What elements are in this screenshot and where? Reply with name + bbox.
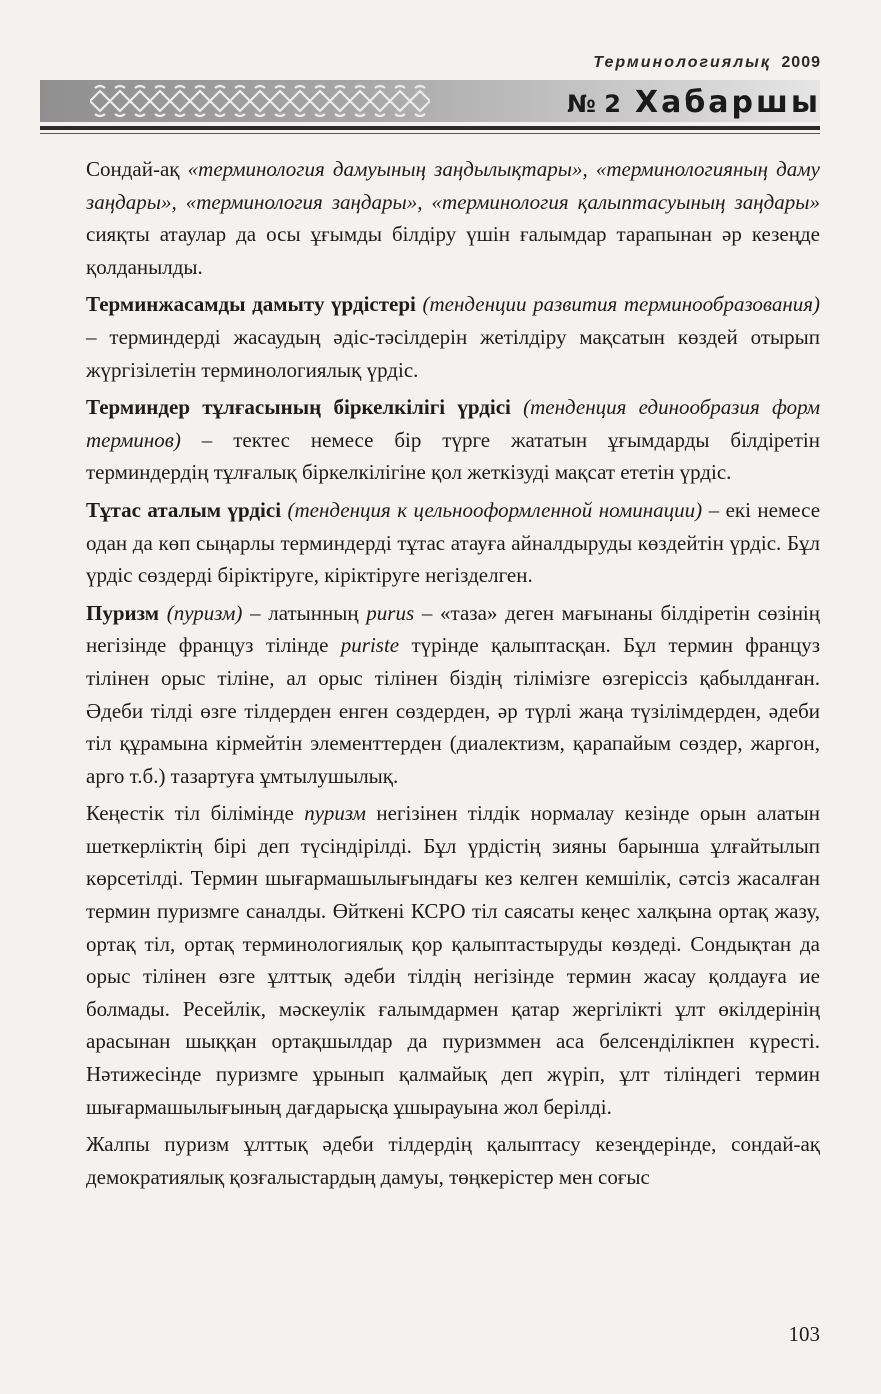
journal-title-text: Хабаршы <box>634 85 821 120</box>
page-number: 103 <box>788 1322 820 1346</box>
text-run: Жалпы пуризм ұлттық әдеби тілдердің қалыптасу кезеңдерінде, сондай-ақ демократиялық қозғалыстардың дамуы, төңкерістер мен соғыс <box>86 1132 820 1189</box>
paragraph-2 <box>86 288 820 386</box>
page-body <box>86 153 820 1193</box>
paragraph-7 <box>86 1128 820 1193</box>
text-run: – терминдерді жасаудың әдіс-тәсілдерін жетілдіру мақсатын көздей отырып жүргізілетін терминологиялық үрдіс. <box>86 324 820 382</box>
text-run: – латынның <box>242 600 367 625</box>
text-run: сияқты атаулар да осы ұғымды білдіру үшін ғалымдар тарапынан әр кезеңде қолданылды. <box>86 222 820 279</box>
text-run: – тектес немесе бір түрге жататын ұғымдарды білдіретін терминдердің тұлғалық біркелкілігіне қол жеткізуді мақсат ететін үрдіс. <box>86 427 820 485</box>
term-heading: Тұтас аталым үрдісі <box>86 497 282 522</box>
text-run: Кеңестік тіл білімінде <box>86 801 305 826</box>
issue-number: № 2 <box>567 90 621 118</box>
journal-year: 2009 <box>781 54 821 71</box>
header-rule-thin <box>40 133 820 134</box>
italic-run: (тенденция к цельнооформленной номинации) <box>281 497 703 522</box>
italic-run: «терминология дамуының заңдылықтары», «терминологияның даму заңдары», «терминология заңдары», «терминология қалыптасуының заңдары» <box>86 157 820 214</box>
text-run: – «таза» деген мағынаны білдіретін сөзінің негізінде француз тілінде <box>86 600 820 658</box>
paragraph-3 <box>86 391 820 489</box>
italic-run: puriste <box>340 633 400 658</box>
text-run: негізінен тілдік нормалау кезінде орын алатын шеткерліктің бірі деп түсіндірілді. Бұл үрдістің зияны барынша ұлғайтылып көрсетілді. Термин шығармашылығындағы кез келген кемшілік, сәтсіз жасалған термин пуризмге саналды. Өйткені КСРО тіл саясаты кеңес халқына ортақ жазу, ортақ тіл, ортақ терминологиялық қор қалыптастыруды көздеді. Сондықтан да орыс тілінен өзге ұлттық әдеби тілдің негізінде термин жасау қолдауға ие болмады. Ресейлік, мәскеулік ғалымдармен қатар жергілікті ұлт өкілдерінің арасынан шыққан ортақшылдар да пуризммен аса белсенділікпен күресті. Нәтижесінде пуризмге ұрынып қалмайық деп жүріп, ұлт тіліндегі термин шығармашылығының дағдарысқа ұшырауына жол берілді. <box>86 801 820 1119</box>
italic-run: пуризм <box>304 801 366 826</box>
journal-title <box>567 80 821 122</box>
journal-series <box>0 54 881 72</box>
paragraph-1 <box>86 153 820 283</box>
italic-run: (тенденции развития терминообразования) <box>415 292 821 317</box>
term-heading: Терминжасамды дамыту үрдістері <box>86 292 416 317</box>
term-heading: Пуризм <box>86 600 160 625</box>
journal-name: Терминологиялық <box>593 54 771 71</box>
paragraph-5 <box>86 597 820 793</box>
text-run: түрінде қалыптасқан. Бұл термин француз тілінен орыс тіліне, ал орыс тілінен біздің тілімізге өзгеріссіз қабылданған. Әдеби тілді өзге тілдерден енген сөздерден, әр түрлі жаңа түзілімдерден, әдеби тіл құрамына кірмейтін элементтерден (диалектизм, қарапайым сөздер, жаргон, арго т.б.) тазартуға ұмтылушылық. <box>86 633 821 788</box>
text-run: Сондай-ақ <box>86 157 188 181</box>
header-rule-thick <box>40 126 820 130</box>
ornament-icon <box>90 84 430 118</box>
italic-run: (пуризм) <box>159 600 243 625</box>
paragraph-6 <box>86 797 820 1123</box>
italic-run: purus <box>366 600 415 625</box>
paragraph-4 <box>86 494 820 592</box>
term-heading: Терминдер тұлғасының біркелкілігі үрдісі <box>86 395 511 420</box>
text-run: – екі немесе одан да көп сыңарлы терминдерді тұтас атауға айналдыруды көздейтін үрдіс. Бұл үрдіс сөздерді біріктіруге, кіріктіруге негізделген. <box>86 497 821 588</box>
italic-run: (тенденция единообразия форм терминов) <box>86 395 821 452</box>
